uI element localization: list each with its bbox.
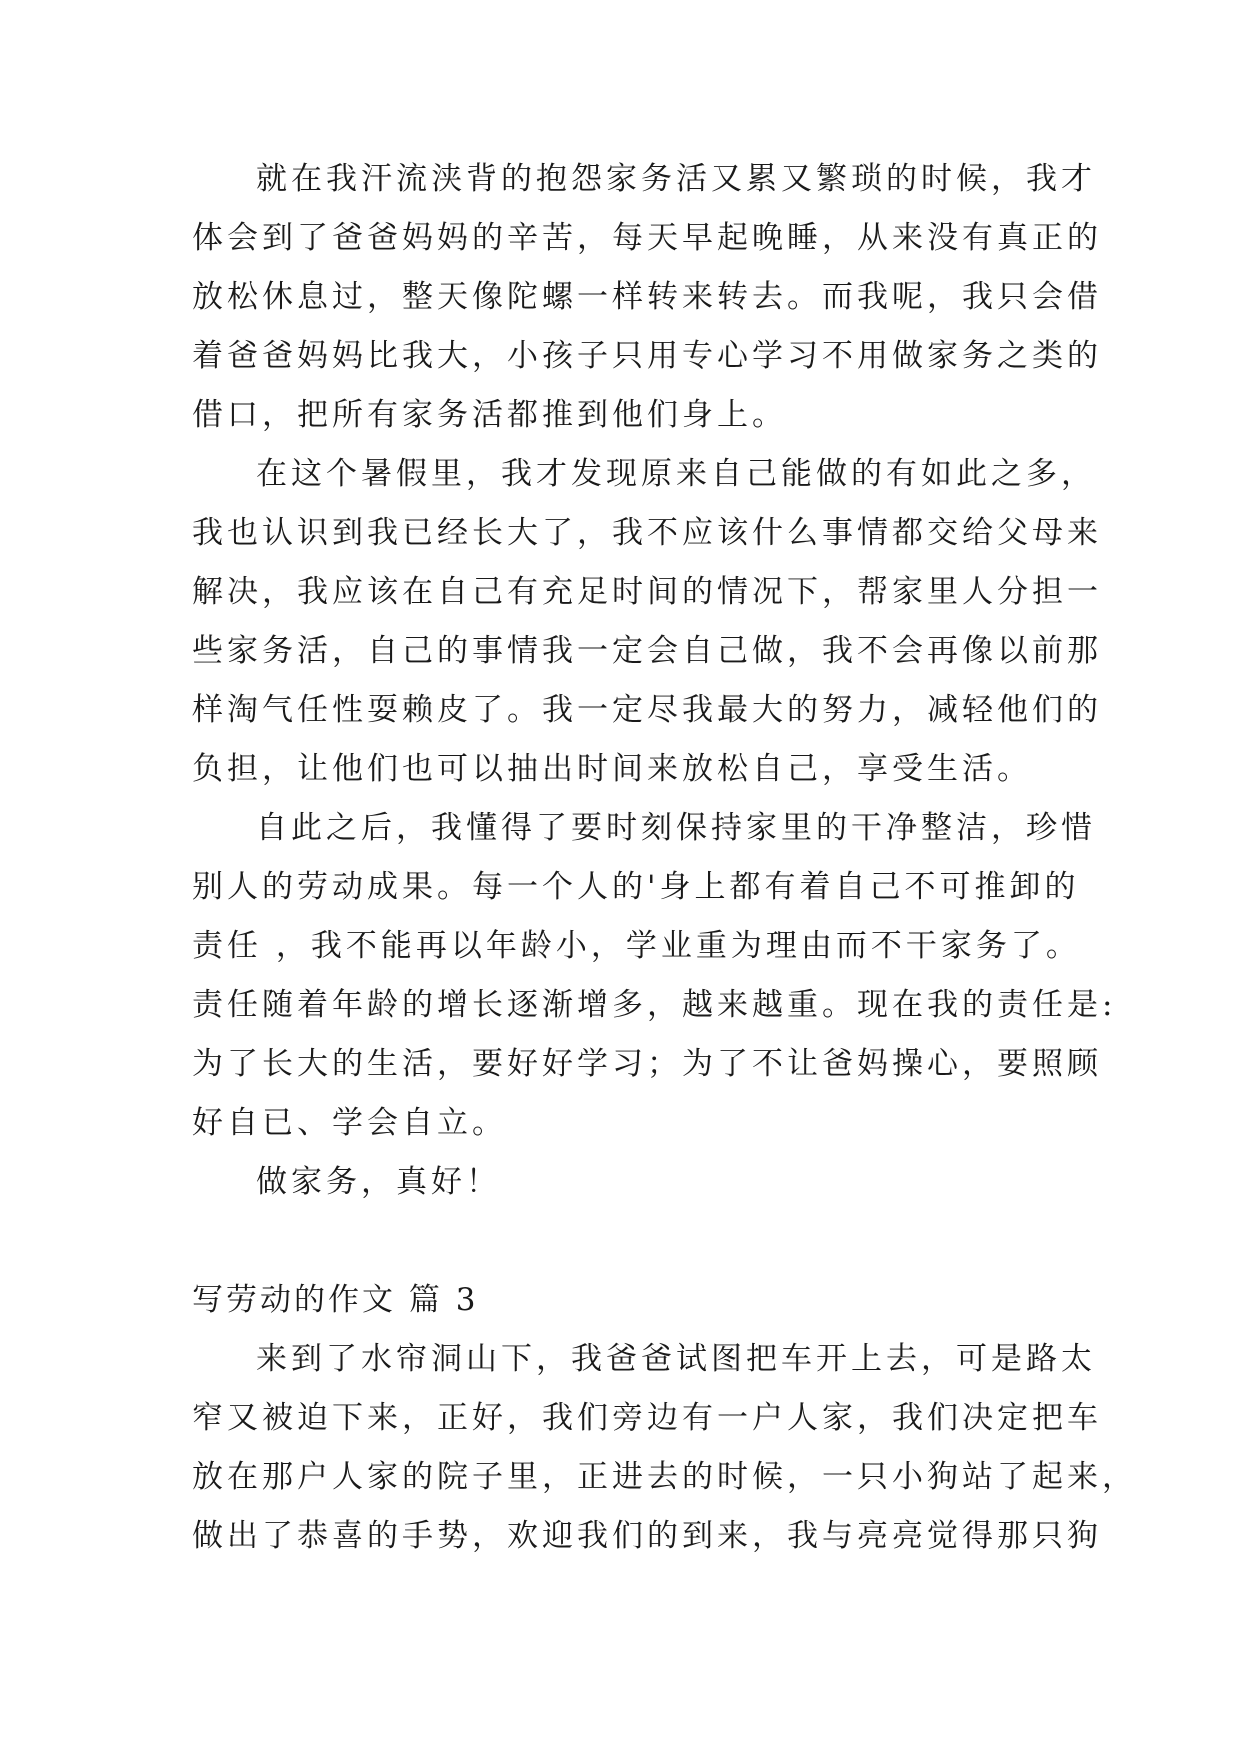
text-line: 做出了恭喜的手势，欢迎我们的到来，我与亮亮觉得那只狗 [192, 1518, 1102, 1554]
text-line: 自此之后，我懂得了要时刻保持家里的干净整洁，珍惜 [256, 810, 1096, 846]
text-line: 责任随着年龄的增长逐渐增多，越来越重。现在我的责任是: [192, 987, 1117, 1023]
text-line: 体会到了爸爸妈妈的辛苦，每天早起晚睡，从来没有真正的 [192, 220, 1102, 256]
text-line: 些家务活，自己的事情我一定会自己做，我不会再像以前那 [192, 633, 1102, 669]
text-line: 负担，让他们也可以抽出时间来放松自己，享受生活。 [192, 751, 1032, 787]
paragraph-5 [192, 1330, 1137, 1566]
text-line: 在这个暑假里，我才发现原来自己能做的有如此之多， [256, 456, 1096, 492]
text-line: 借口，把所有家务活都推到他们身上。 [192, 397, 787, 433]
text-line: 做家务，真好！ [256, 1164, 501, 1200]
paragraph-1 [192, 150, 1102, 445]
paragraph-4 [192, 1153, 1052, 1212]
text-line: 我也认识到我已经长大了，我不应该什么事情都交给父母来 [192, 515, 1102, 551]
text-line: 好自已、学会自立。 [192, 1105, 507, 1141]
text-line: 着爸爸妈妈比我大，小孩子只用专心学习不用做家务之类的 [192, 338, 1102, 374]
paragraph-3 [192, 799, 1117, 1153]
text-line: 放松休息过，整天像陀螺一样转来转去。而我呢，我只会借 [192, 279, 1102, 315]
text-line: 就在我汗流浃背的抱怨家务活又累又繁琐的时候，我才 [256, 161, 1096, 197]
section-heading: 写劳动的作文 篇 3 [192, 1282, 479, 1318]
text-line: 别人的劳动成果。每一个人的'身上都有着自己不可推卸的 [192, 869, 1080, 905]
text-line: 解决，我应该在自己有充足时间的情况下，帮家里人分担一 [192, 574, 1102, 610]
text-line: 责任 ，我不能再以年龄小，学业重为理由而不干家务了。 [192, 928, 1081, 964]
section-spacer [192, 1212, 1052, 1271]
text-line: 放在那户人家的院子里，正进去的时候，一只小狗站了起来， [192, 1459, 1137, 1495]
text-line: 窄又被迫下来，正好，我们旁边有一户人家，我们决定把车 [192, 1400, 1102, 1436]
text-line: 样淘气任性耍赖皮了。我一定尽我最大的努力，减轻他们的 [192, 692, 1102, 728]
document-body [192, 150, 1137, 1566]
text-line: 为了长大的生活，要好好学习；为了不让爸妈操心，要照顾 [192, 1046, 1102, 1082]
text-line: 来到了水帘洞山下，我爸爸试图把车开上去，可是路太 [256, 1341, 1096, 1377]
paragraph-2 [192, 445, 1102, 799]
